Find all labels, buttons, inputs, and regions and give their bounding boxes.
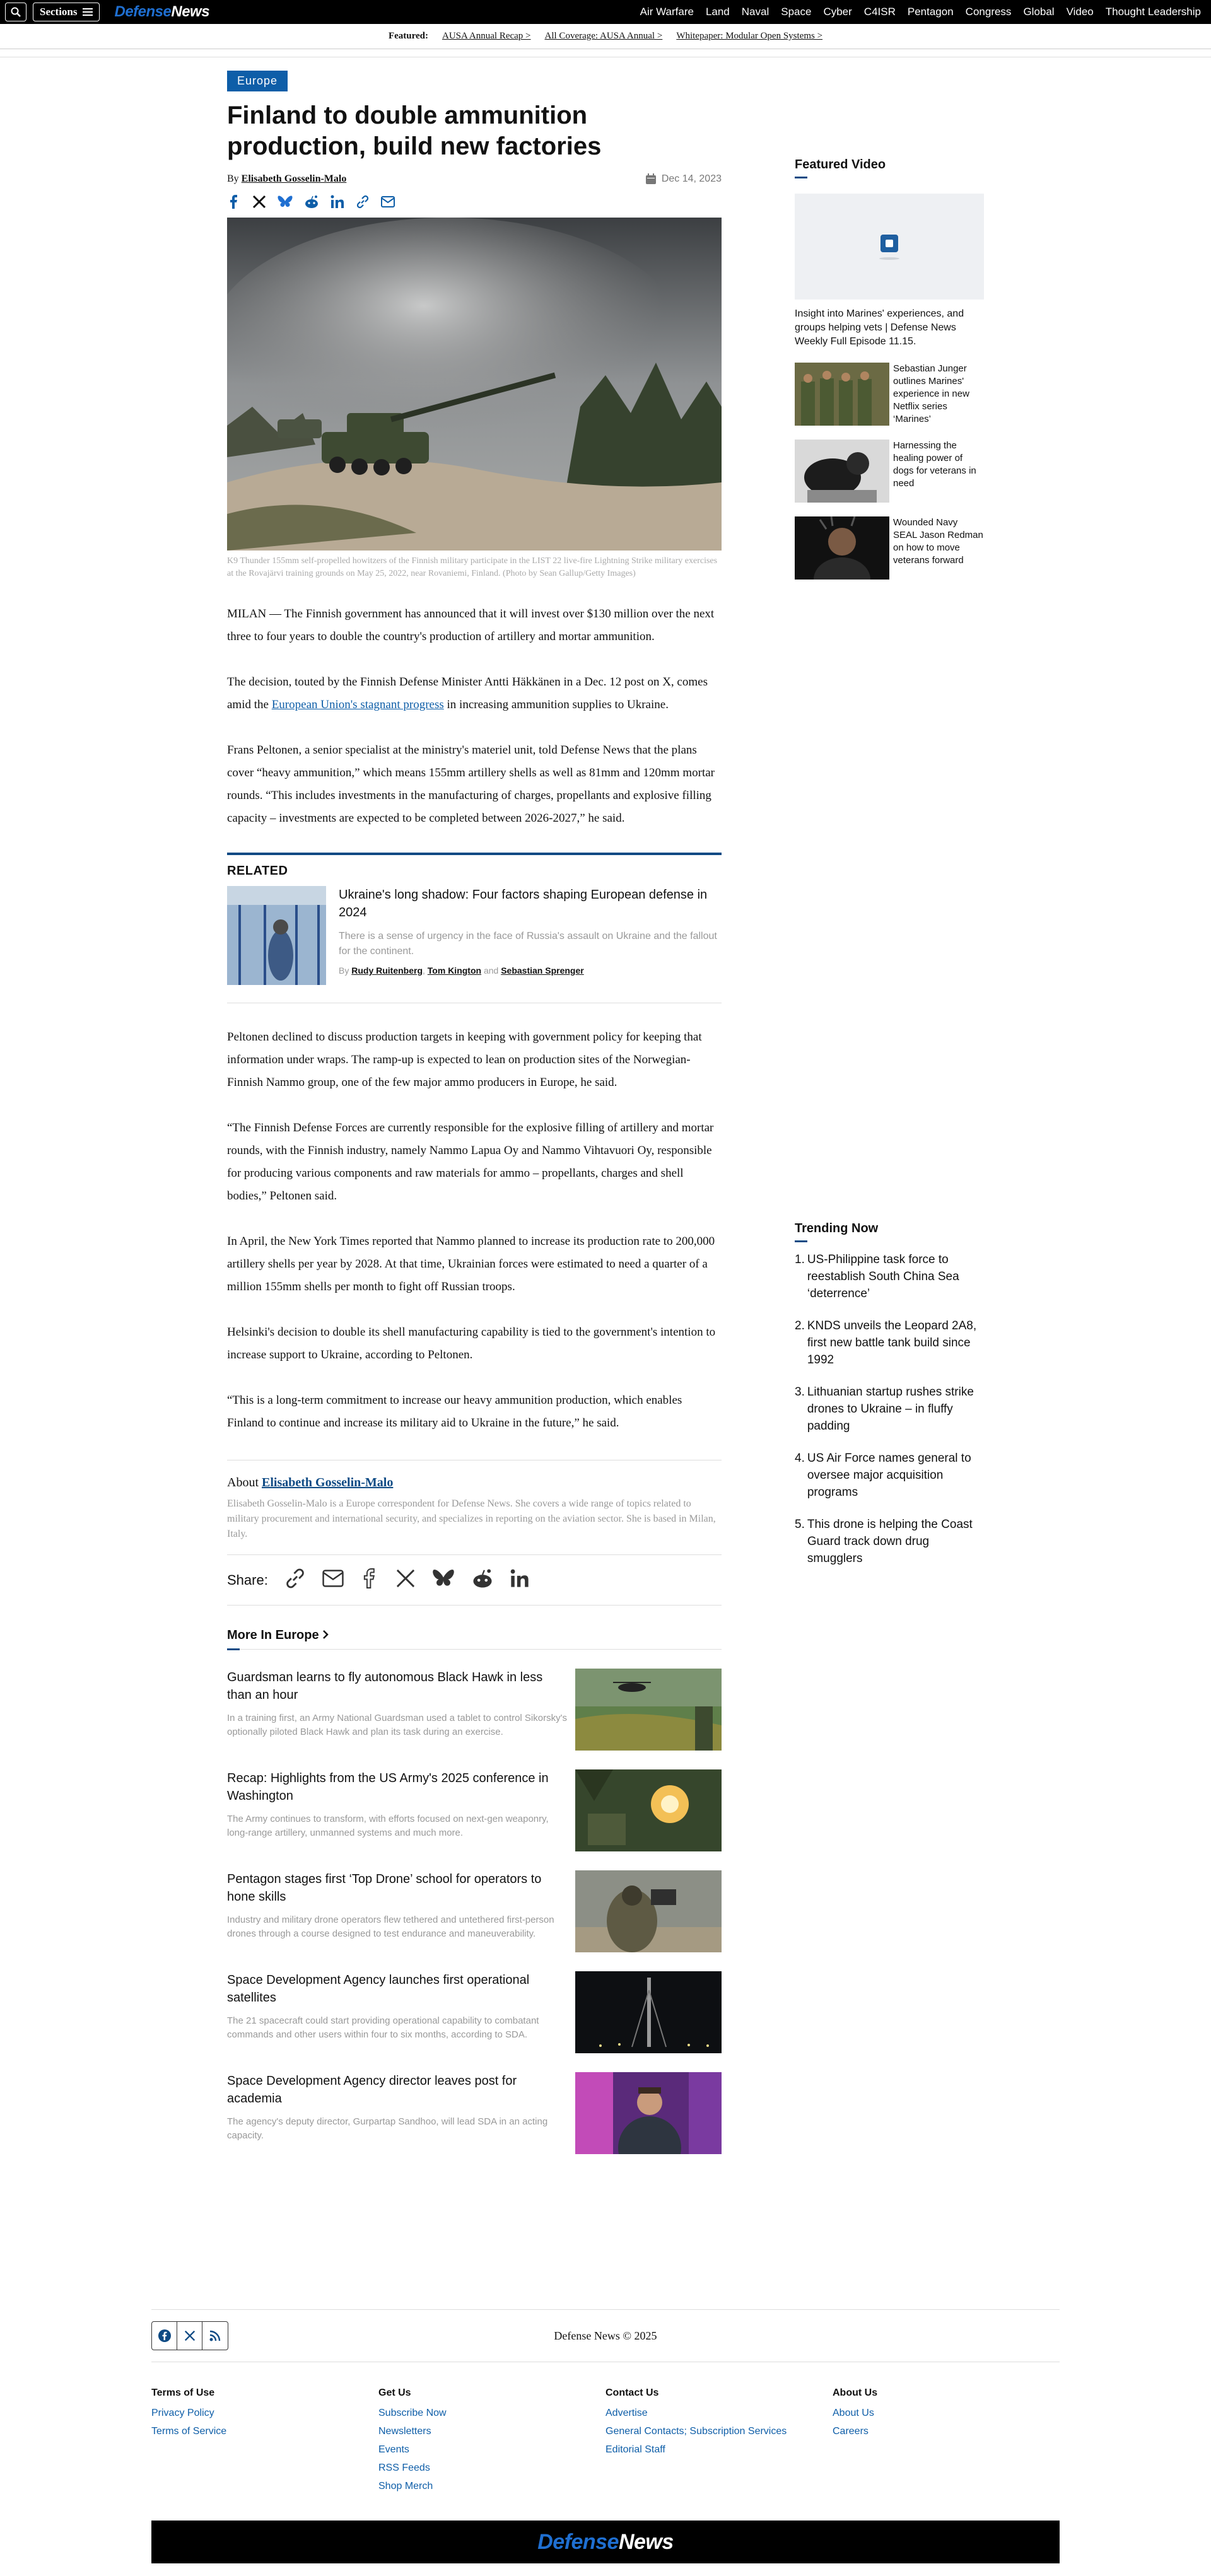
sections-label: Sections — [40, 6, 78, 18]
video-list-item[interactable] — [795, 363, 984, 426]
trending-item[interactable] — [795, 1450, 984, 1501]
featured-link-whitepaper[interactable]: Whitepaper: Modular Open Systems > — [676, 31, 823, 41]
more-item-thumbnail — [575, 1870, 722, 1952]
logo-defense: Defense — [114, 3, 172, 20]
trending-title[interactable]: Lithuanian startup rushes strike drones to Ukraine – in fluffy padding — [807, 1385, 974, 1433]
link-icon — [284, 1568, 306, 1589]
share-x-button-bottom[interactable] — [395, 1568, 416, 1592]
headline: Finland to double ammunition production, build new factories — [227, 102, 602, 160]
footer-link-rss[interactable]: RSS Feeds — [378, 2462, 430, 2473]
sections-menu-button[interactable] — [33, 3, 100, 21]
trending-title[interactable]: US Air Force names general to oversee major acquisition programs — [807, 1452, 971, 1499]
footer-logo-defense: Defense — [537, 2529, 619, 2554]
more-item-thumbnail — [575, 1971, 722, 2053]
trending-item[interactable] — [795, 1317, 984, 1368]
share-label: Share: — [227, 1571, 268, 1588]
footer-facebook-link[interactable] — [152, 2322, 177, 2350]
more-item-thumbnail — [575, 1769, 722, 1851]
date-text: Dec 14, 2023 — [661, 173, 722, 184]
featured-video-player[interactable] — [795, 194, 984, 300]
footer-logo[interactable] — [537, 2530, 674, 2555]
nav-link-cyber[interactable]: Cyber — [823, 6, 852, 18]
copyright: Defense News © 2025 — [554, 2329, 657, 2342]
author-link[interactable]: Elisabeth Gosselin-Malo — [241, 173, 347, 184]
more-item-desc: The Army continues to transform, with efforts focused on next-gen weaponry, long-range artillery, unmanned systems and much more. — [227, 1814, 549, 1838]
share-linkedin-button-bottom[interactable] — [510, 1569, 529, 1591]
footer-rss-link[interactable] — [202, 2322, 228, 2350]
video-placeholder-icon — [870, 231, 908, 262]
trending-number: 5. — [795, 1518, 805, 1531]
copy-link-button[interactable] — [356, 195, 370, 209]
more-item-desc: Industry and military drone operators flew tethered and untethered first-person drones through a course designed to test endurance and maneuverability. — [227, 1915, 554, 1939]
nav-link-video[interactable]: Video — [1066, 6, 1094, 18]
footer-logo-news: News — [618, 2529, 674, 2554]
related-by-prefix: By — [339, 965, 349, 976]
about-author — [227, 1460, 722, 1542]
related-author-2[interactable]: Tom Kington — [427, 965, 482, 976]
photo-caption: K9 Thunder 155mm self-propelled howitzers of the Finnish military participate in the LIST 22 live-fire Lightning Strike military exercises at the Rovajärvi training grounds on May 25, 2022, near Rovaniemi, Finland. (Photo by Sean Gallup/Getty Images) — [227, 556, 718, 578]
footer-link-subscribe[interactable]: Subscribe Now — [378, 2408, 447, 2418]
logo-news: News — [171, 3, 210, 20]
related-and: and — [483, 965, 499, 976]
about-prefix: About — [227, 1476, 259, 1489]
featured-video-heading: Featured Video — [795, 158, 984, 178]
linkedin-icon — [510, 1569, 529, 1588]
paragraph-3: Frans Peltonen, a senior specialist at the ministry's materiel unit, told Defense News that the plans cover “heavy ammunition,” which means 155mm artillery shells as well as 81mm and 120mm mortar rounds. “This includes investments in the manufacturing of charges, propellants and explosive filling capacity – investments are expected to be completed between 2026-2027,” he said. — [227, 743, 715, 825]
hero-photo — [227, 218, 722, 551]
footer-logo-bar — [151, 2521, 1060, 2563]
share-reddit-button-bottom[interactable] — [471, 1568, 494, 1592]
x-icon — [252, 195, 266, 209]
related-description: There is a sense of urgency in the face of Russia's assault on Ukraine and the fallout for the continent. — [339, 931, 717, 957]
share-reddit-button[interactable] — [304, 195, 319, 209]
related-story[interactable] — [227, 886, 722, 985]
linkedin-icon — [331, 195, 344, 209]
byline — [227, 173, 346, 185]
reddit-icon — [471, 1568, 494, 1588]
trending-module — [795, 1221, 984, 1582]
link-icon — [356, 195, 370, 209]
reddit-icon — [304, 195, 319, 209]
footer-link-general-contacts[interactable]: General Contacts; Subscription Services — [606, 2426, 787, 2437]
byline-prefix: By — [227, 173, 239, 184]
trending-title[interactable]: KNDS unveils the Leopard 2A8, first new battle tank build since 1992 — [807, 1319, 977, 1367]
trending-title[interactable]: US-Philippine task force to reestablish South China Sea ‘deterrence’ — [807, 1253, 959, 1300]
footer-col-title: About Us — [833, 2387, 878, 2398]
footer-link-careers[interactable]: Careers — [833, 2426, 869, 2437]
related-author-1[interactable]: Rudy Ruitenberg — [351, 965, 423, 976]
paragraph-2 — [227, 671, 722, 716]
related-title[interactable]: Ukraine's long shadow: Four factors shaping European defense in 2024 — [339, 888, 708, 919]
video-thumbnail — [795, 363, 889, 426]
more-item[interactable] — [227, 1870, 722, 1952]
footer-col-about — [833, 2387, 1060, 2495]
related-box — [227, 853, 722, 1003]
more-heading-text: More In Europe — [227, 1628, 319, 1642]
eu-progress-link[interactable]: European Union's stagnant progress — [271, 698, 444, 711]
search-icon — [11, 7, 21, 17]
facebook-icon — [158, 2329, 172, 2343]
calendar-icon — [645, 173, 657, 185]
featured-video-title[interactable]: Insight into Marines' experiences, and groups helping vets | Defense News Weekly Full Episode 11.15. — [795, 308, 964, 347]
footer-col-title: Contact Us — [606, 2387, 659, 2398]
footer — [151, 2309, 1060, 2563]
nav-link-air-warfare[interactable]: Air Warfare — [640, 6, 694, 18]
footer-link-terms[interactable]: Terms of Service — [151, 2426, 227, 2437]
featured-video-module — [795, 158, 984, 580]
video-list-item[interactable] — [795, 516, 984, 580]
trending-item[interactable] — [795, 1251, 984, 1302]
related-author-3[interactable]: Sebastian Sprenger — [501, 965, 584, 976]
nav-link-c4isr[interactable]: C4ISR — [863, 6, 896, 18]
related-byline — [339, 965, 722, 976]
site-logo[interactable] — [115, 3, 210, 21]
related-author-separator: , — [423, 965, 425, 976]
footer-link-advertise[interactable]: Advertise — [606, 2408, 648, 2418]
featured-link-ausa-recap[interactable]: AUSA Annual Recap > — [442, 31, 531, 41]
share-linkedin-button[interactable] — [331, 195, 344, 209]
trending-number: 4. — [795, 1452, 805, 1465]
footer-link-privacy[interactable]: Privacy Policy — [151, 2408, 214, 2418]
more-item-title[interactable]: Space Development Agency director leaves post for academia — [227, 2074, 517, 2106]
share-bluesky-button-bottom[interactable] — [432, 1568, 455, 1592]
nav-link-space[interactable]: Space — [781, 6, 812, 18]
rss-icon — [209, 2329, 221, 2342]
share-x-button[interactable] — [252, 195, 266, 209]
footer-col-contact — [606, 2387, 833, 2495]
share-bluesky-button[interactable] — [278, 195, 293, 209]
trending-heading: Trending Now — [795, 1221, 984, 1242]
paragraph-8: “This is a long-term commitment to increase our heavy ammunition production, which enables Finland to continue and increase its military aid to Ukraine in the future,” he said. — [227, 1394, 682, 1430]
publish-date — [645, 173, 722, 185]
paragraph-6: In April, the New York Times reported that Nammo planned to increase its production rate to 200,000 artillery shells per year by 2028. At that time, Ukrainian forces were estimated to need a quarter of a million 155mm shells per month to fight off Russian troops. — [227, 1235, 715, 1293]
about-author-link[interactable]: Elisabeth Gosselin-Malo — [262, 1476, 394, 1489]
nav-link-pentagon[interactable]: Pentagon — [907, 6, 954, 18]
top-nav — [0, 0, 1211, 24]
trending-item[interactable] — [795, 1516, 984, 1567]
more-item-desc: In a training first, an Army National Guardsman used a tablet to control Sikorsky's optionally piloted Black Hawk and plan its task during an exercise. — [227, 1713, 567, 1737]
footer-link-events[interactable]: Events — [378, 2444, 409, 2455]
paragraph-1: MILAN — The Finnish government has announced that it will invest over $130 million over the next three to four years to double the country's production of artillery and mortar ammunition. — [227, 607, 715, 643]
menu-icon — [83, 8, 93, 16]
more-item-title[interactable]: Recap: Highlights from the US Army's 2025 conference in Washington — [227, 1771, 549, 1803]
x-icon — [395, 1568, 416, 1588]
share-email-button-bottom[interactable] — [322, 1570, 344, 1590]
email-icon — [322, 1570, 344, 1587]
nav-link-thought-leadership[interactable]: Thought Leadership — [1105, 6, 1201, 18]
facebook-icon — [360, 1568, 379, 1588]
paragraph-7: Helsinki's decision to double its shell manufacturing capability is tied to the government's intention to increase support to Ukraine, according to Peltonen. — [227, 1326, 716, 1361]
more-item[interactable] — [227, 1971, 722, 2053]
more-item-title[interactable]: Pentagon stages first ‘Top Drone’ school for operators to hone skills — [227, 1872, 542, 1904]
related-heading: RELATED — [227, 864, 288, 878]
footer-link-shop[interactable]: Shop Merch — [378, 2481, 433, 2491]
nav-link-global[interactable]: Global — [1023, 6, 1055, 18]
nav-link-land[interactable]: Land — [705, 6, 730, 18]
facebook-icon — [227, 195, 241, 209]
trending-list — [795, 1251, 984, 1567]
more-item-desc: The 21 spacecraft could start providing operational capability to combatant commands and other users within four to six months, according to SDA. — [227, 2015, 539, 2040]
video-title[interactable]: Harnessing the healing power of dogs for veterans in need — [893, 440, 976, 489]
paragraph-2-part-2: in increasing ammunition supplies to Ukraine. — [443, 698, 669, 711]
footer-x-link[interactable] — [177, 2322, 202, 2350]
bluesky-icon — [432, 1568, 455, 1588]
byline-row — [227, 173, 722, 185]
featured-link-ausa-coverage[interactable]: All Coverage: AUSA Annual > — [544, 31, 663, 41]
share-bar-bottom — [227, 1554, 722, 1606]
share-facebook-button-bottom[interactable] — [360, 1568, 379, 1592]
footer-col-get-us — [378, 2387, 606, 2495]
footer-col-title: Terms of Use — [151, 2387, 215, 2398]
featured-bar — [0, 24, 1211, 49]
email-icon — [381, 196, 395, 207]
social-links — [151, 2321, 228, 2350]
share-facebook-button[interactable] — [227, 195, 241, 209]
chevron-right-icon — [322, 1630, 329, 1639]
nav-link-naval[interactable]: Naval — [741, 6, 769, 18]
more-item-thumbnail — [575, 1669, 722, 1751]
nav-link-congress[interactable]: Congress — [965, 6, 1012, 18]
author-bio: Elisabeth Gosselin-Malo is a Europe correspondent for Defense News. She covers a wide range of topics related to military procurement and international security, and specializes in reporting on the aviation sector. She is based in Milan, Italy. — [227, 1498, 716, 1539]
more-item-title[interactable]: Space Development Agency launches first operational satellites — [227, 1973, 530, 2005]
x-icon — [184, 2329, 196, 2342]
video-title[interactable]: Wounded Navy SEAL Jason Redman on how to move veterans forward — [893, 517, 983, 566]
trending-number: 3. — [795, 1385, 805, 1399]
footer-link-newsletters[interactable]: Newsletters — [378, 2426, 431, 2437]
paragraph-5: “The Finnish Defense Forces are currently responsible for the explosive filling of artillery and mortar rounds, with the Finnish industry, namely Nammo Lapua Oy and Nammo Vihtavuori Oy, responsible for producing various components and raw materials for ammo – propellants, charges and shell bodies,” Peltonen said. — [227, 1121, 714, 1203]
article — [227, 71, 722, 2154]
share-email-button[interactable] — [381, 196, 395, 207]
trending-item[interactable] — [795, 1384, 984, 1435]
video-thumbnail — [795, 440, 889, 503]
more-item[interactable] — [227, 1769, 722, 1851]
bluesky-icon — [278, 195, 293, 209]
more-item[interactable] — [227, 1669, 722, 1751]
trending-number: 2. — [795, 1319, 805, 1332]
section-tag[interactable]: Europe — [227, 71, 288, 91]
video-title[interactable]: Sebastian Junger outlines Marines' experience in new Netflix series ‘Marines’ — [893, 363, 969, 424]
related-thumbnail — [227, 886, 326, 985]
about-heading — [227, 1476, 722, 1490]
more-item-thumbnail — [575, 2072, 722, 2154]
trending-number: 1. — [795, 1253, 805, 1266]
more-heading[interactable] — [227, 1628, 722, 1650]
more-item-desc: The agency's deputy director, Gurpartap Sandhoo, will lead SDA in an acting capacity. — [227, 2116, 548, 2141]
trending-title[interactable]: This drone is helping the Coast Guard track down drug smugglers — [807, 1518, 973, 1565]
more-item[interactable] — [227, 2072, 722, 2154]
featured-label: Featured: — [388, 31, 428, 41]
nav-links — [640, 6, 1206, 18]
more-item-title[interactable]: Guardsman learns to fly autonomous Black Hawk in less than an hour — [227, 1670, 543, 1702]
video-thumbnail — [795, 516, 889, 580]
footer-columns — [151, 2387, 1060, 2495]
footer-col-terms — [151, 2387, 378, 2495]
paragraph-2-part-1: The decision, touted by the Finnish Defense Minister Antti Häkkänen in a Dec. 12 post on X, comes amid the — [227, 675, 708, 711]
share-bar-top — [227, 195, 722, 209]
video-list-item[interactable] — [795, 440, 984, 503]
footer-link-editorial-staff[interactable]: Editorial Staff — [606, 2444, 665, 2455]
search-button[interactable] — [5, 3, 26, 21]
paragraph-4: Peltonen declined to discuss production targets in keeping with government policy for keeping that information under wraps. The ramp-up is expected to lean on production sites of the Norwegian-Finnish Nammo group, one of the few major ammo producers in Europe, he said. — [227, 1030, 702, 1089]
footer-link-about[interactable]: About Us — [833, 2408, 874, 2418]
copy-link-button-bottom[interactable] — [284, 1568, 306, 1592]
more-in-europe — [227, 1628, 722, 2154]
footer-col-title: Get Us — [378, 2387, 411, 2398]
